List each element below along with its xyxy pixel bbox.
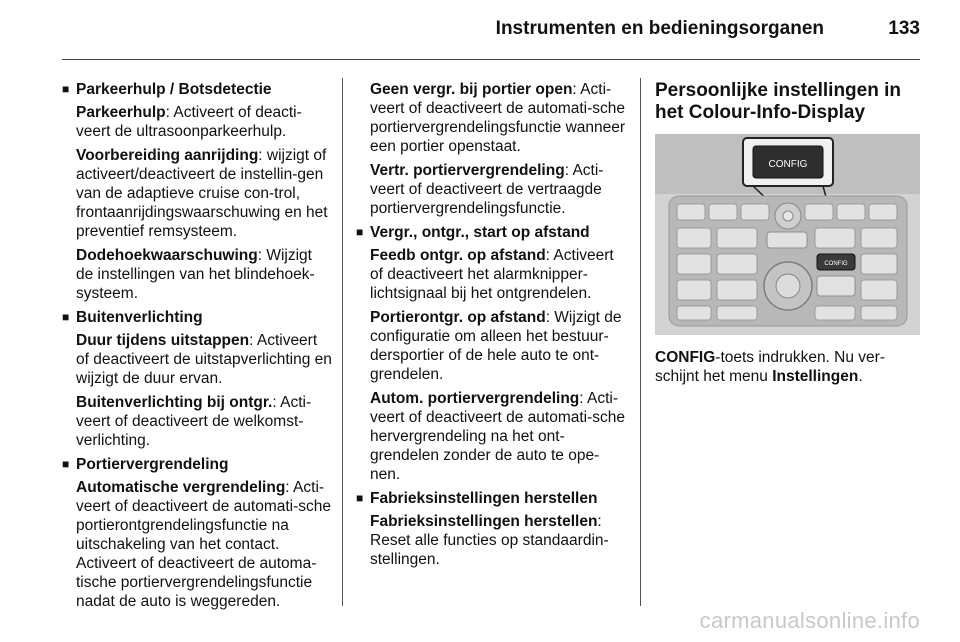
header-rule bbox=[62, 59, 920, 60]
list-item bbox=[356, 223, 628, 242]
config-instruction bbox=[655, 348, 927, 386]
entry-text: : Activeert of deacti-veert de ultrasoonparkeerhulp. bbox=[76, 104, 302, 140]
entry bbox=[370, 161, 628, 218]
entry-label: Feedb ontgr. op afstand bbox=[370, 247, 546, 264]
entry-text: : Acti-veert of deactiveert de automati-sche portiervergrendelingsfunctie wanneer een portier openstaat. bbox=[370, 81, 626, 155]
column-1 bbox=[62, 80, 332, 616]
entry-text: : Acti-veert of deactiveert de automati-sche portierontgrendelingsfunctie na uitschakeling van het contact. Activeert of deactiveert de automa-tische portiervergrendelingsfunctie nadat de auto is weggereden. bbox=[76, 479, 332, 610]
list-item bbox=[356, 489, 628, 508]
entry bbox=[76, 146, 332, 241]
entry bbox=[76, 478, 332, 611]
entry bbox=[370, 308, 628, 384]
entry bbox=[370, 389, 628, 484]
entry-text: : Acti-veert of deactiveert de vertraagde portiervergrendelingsfunctie. bbox=[370, 162, 604, 217]
instruction-end: . bbox=[858, 368, 863, 385]
item-title: Parkeerhulp / Botsdetectie bbox=[76, 81, 272, 98]
entry-label: Geen vergr. bij portier open bbox=[370, 81, 573, 98]
entry-label: Parkeerhulp bbox=[76, 104, 166, 121]
entry-text: : Activeert of deactiveert het alarmknipper-lichtsignaal bij het ontgrendelen. bbox=[370, 247, 614, 302]
item-title: Portiervergrendeling bbox=[76, 456, 229, 473]
entry-text: : Wijzigt de instellingen van het blindehoek-systeem. bbox=[76, 247, 315, 302]
entry bbox=[370, 512, 628, 569]
menu-name: Instellingen bbox=[772, 368, 859, 385]
config-callout-label: CONFIG bbox=[768, 159, 808, 170]
item-title: Vergr., ontgr., start op afstand bbox=[370, 224, 590, 241]
entry-label: Dodehoekwaarschuwing bbox=[76, 247, 258, 264]
entry-label: Voorbereiding aanrijding bbox=[76, 147, 259, 164]
bullet-icon: ■ bbox=[356, 491, 364, 505]
config-key-label: CONFIG bbox=[655, 349, 716, 366]
entry-label: Portierontgr. op afstand bbox=[370, 309, 546, 326]
entry bbox=[370, 80, 628, 156]
bullet-icon: ■ bbox=[62, 82, 70, 96]
entry-label: Vertr. portiervergrendeling bbox=[370, 162, 565, 179]
entry bbox=[76, 103, 332, 141]
header-title: Instrumenten en bedieningsorganen bbox=[495, 18, 824, 39]
entry-label: Autom. portiervergrendeling bbox=[370, 390, 580, 407]
item-title: Fabrieksinstellingen herstellen bbox=[370, 490, 598, 507]
entry-text: : Wijzigt de configuratie om alleen het bestuur-dersportier of de hele auto te ont-grendelen. bbox=[370, 309, 622, 383]
entry-text: : Activeert of deactiveert de uitstapverlichting en wijzigt de duur ervan. bbox=[76, 332, 332, 387]
column-3 bbox=[655, 80, 927, 386]
entry bbox=[76, 246, 332, 303]
bullet-icon: ■ bbox=[62, 310, 70, 324]
section-heading: Persoonlijke instellingen in het Colour-Info-Display bbox=[655, 80, 901, 123]
entry-text: : wijzigt of activeert/deactiveert de instellin-gen van de adaptieve cruise con-trol, frontaanrijdingswaarschuwing en het preventief remsysteem. bbox=[76, 147, 328, 240]
item-title: Buitenverlichting bbox=[76, 309, 203, 326]
bullet-icon: ■ bbox=[356, 225, 364, 239]
entry bbox=[370, 246, 628, 303]
entry-label: Buitenverlichting bij ontgr. bbox=[76, 394, 273, 411]
column-2 bbox=[356, 80, 628, 574]
list-item bbox=[62, 80, 332, 99]
column-divider-2 bbox=[640, 78, 641, 606]
config-button-label: CONFIG bbox=[824, 261, 848, 267]
watermark: carmanualsonline.info bbox=[699, 608, 920, 633]
bullet-icon: ■ bbox=[62, 457, 70, 471]
list-item bbox=[62, 455, 332, 474]
entry-text: : Acti-veert of deactiveert de automati-sche hervergrendeling na het ont-grendelen zonder de auto te ope-nen. bbox=[370, 390, 626, 483]
list-item bbox=[62, 308, 332, 327]
column-divider-1 bbox=[342, 78, 343, 606]
page-header bbox=[0, 0, 960, 60]
entry-label: Fabrieksinstellingen herstellen bbox=[370, 513, 598, 530]
dashboard-photo bbox=[655, 134, 920, 335]
instruction-text: -toets indrukken. Nu ver-schijnt het menu bbox=[655, 349, 885, 385]
entry-label: Automatische vergrendeling bbox=[76, 479, 286, 496]
entry bbox=[76, 331, 332, 388]
entry-label: Duur tijdens uitstappen bbox=[76, 332, 250, 349]
entry-text: : Acti-veert of deactiveert de welkomst-verlichting. bbox=[76, 394, 312, 449]
entry bbox=[76, 393, 332, 450]
page-number: 133 bbox=[888, 18, 920, 39]
entry-text: : Reset alle functies op standaardin-stellingen. bbox=[370, 513, 609, 568]
